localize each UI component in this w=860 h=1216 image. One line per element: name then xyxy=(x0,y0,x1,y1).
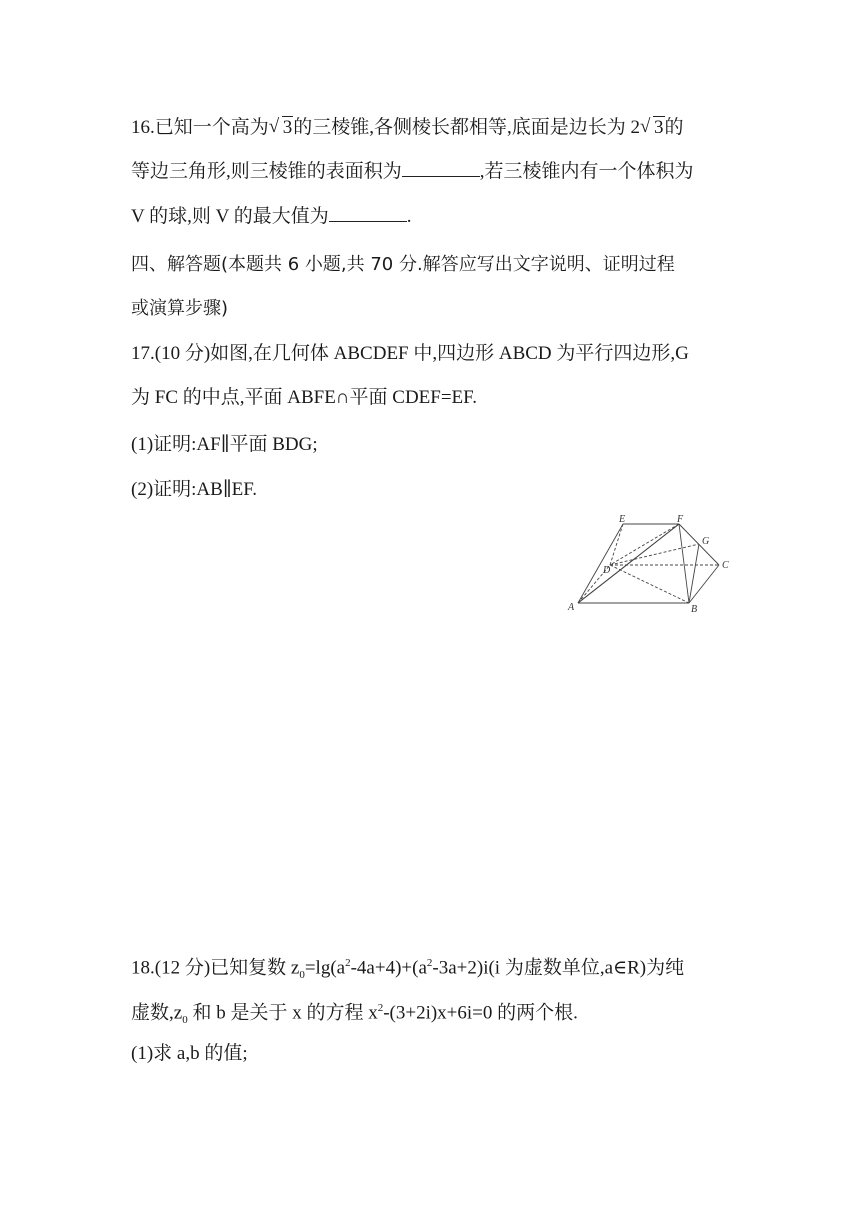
q18-line1: 18.(12 分)已知复数 $z_0=\lg(a^2-4a+4)+(a^2-3a+2)i(i$ 为虚数单位,a∈R)为纯 xyxy=(131,957,685,982)
answer-blank xyxy=(329,205,407,222)
q17-line2: 为 FC 的中点,平面 ABFE∩平面 CDEF=EF. xyxy=(131,387,477,408)
edge-BC xyxy=(689,565,719,603)
label-C: C xyxy=(722,560,729,571)
edge-FB xyxy=(679,524,689,603)
q16-line3: V 的球,则 V 的最大值为 . xyxy=(131,206,412,227)
label-D: D xyxy=(603,565,611,576)
label-E: E xyxy=(619,514,626,525)
q16-line2: 等边三角形,则三棱锥的表面积为 ,若三棱锥内有一个体积为 xyxy=(131,161,694,182)
q16-line1: 16.已知一个高为 √ 3的三棱锥,各侧棱长都相等,底面是边长为 2 √ 3的 xyxy=(131,116,684,138)
edge-DB xyxy=(610,565,689,603)
q18-part1: (1)求 a,b 的值; xyxy=(131,1043,248,1064)
label-G: G xyxy=(702,536,710,547)
geometry-figure xyxy=(565,514,739,616)
answer-blank xyxy=(402,160,480,177)
label-F: F xyxy=(677,514,684,525)
label-A: A xyxy=(568,602,575,613)
section-heading: 四、解答题(本题共 6 小题,共 70 分.解答应写出文字说明、证明过程 xyxy=(131,254,675,275)
edge-FD xyxy=(610,524,679,565)
sqrt-expression: √ 3 xyxy=(268,116,293,138)
edge-AF xyxy=(578,524,679,603)
q18-line2: 虚数$,z_0$ 和 b 是关于 x 的方程 $x^2-(3+2i)x+6i=0$ 的两个根. xyxy=(131,1002,578,1027)
label-B: B xyxy=(691,604,698,615)
sqrt-expression: √ 3 xyxy=(640,116,664,138)
section-heading-cont: 或演算步骤) xyxy=(131,298,229,319)
q17-part2: (2)证明:AB∥EF. xyxy=(131,479,258,500)
edge-BG xyxy=(689,544,699,603)
edge-DG xyxy=(610,544,699,565)
q17-line1: 17.(10 分)如图,在几何体 ABCDEF 中,四边形 ABCD 为平行四边形,G xyxy=(131,343,689,364)
q17-part1: (1)证明:AF∥平面 BDG; xyxy=(131,434,318,455)
